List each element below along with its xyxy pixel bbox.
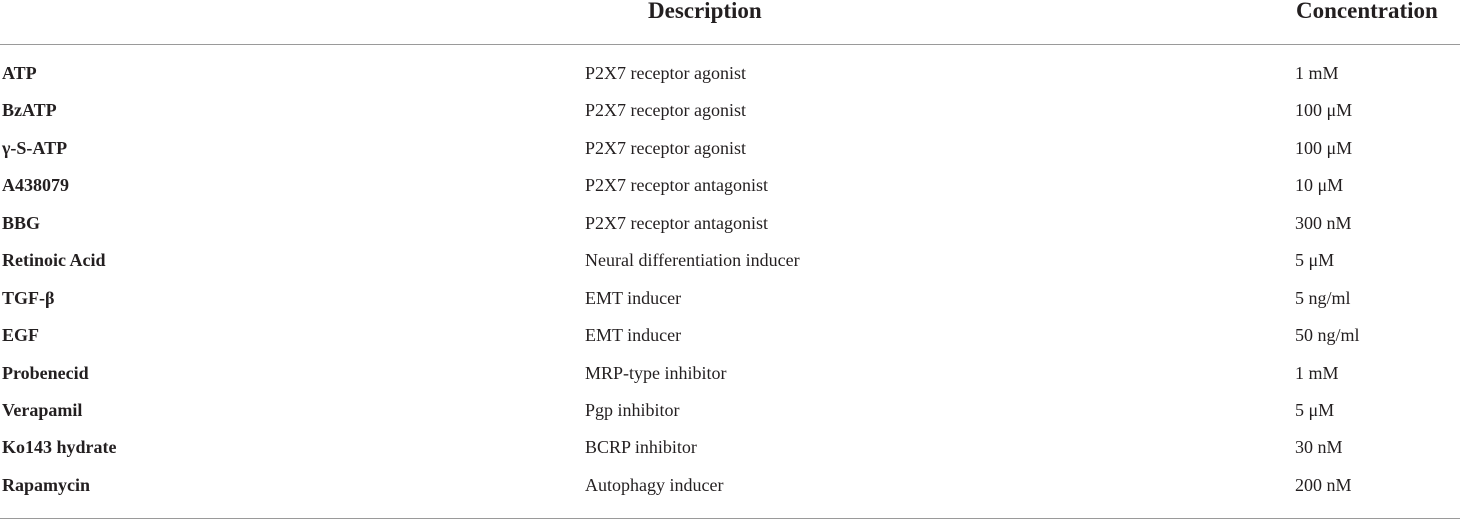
- concentration-cell: 100 μM: [1295, 137, 1353, 158]
- description-cell: Neural differentiation inducer: [585, 250, 800, 271]
- compound-name-cell: Retinoic Acid: [2, 250, 106, 271]
- compound-name-cell: Ko143 hydrate: [2, 437, 117, 458]
- compound-name-cell: Verapamil: [2, 399, 83, 420]
- column-header-description: Description: [648, 0, 762, 23]
- table-row: [0, 205, 1460, 242]
- description-cell: P2X7 receptor agonist: [585, 137, 746, 158]
- compound-name-cell: γ-S-ATP: [2, 137, 68, 158]
- column-header-concentration: Concentration: [1296, 0, 1438, 23]
- concentration-cell: 10 μM: [1295, 175, 1344, 196]
- table-header: [0, 0, 1460, 45]
- compound-name-cell: BBG: [2, 212, 41, 233]
- compound-name-cell: Probenecid: [2, 362, 89, 383]
- table-row: [0, 55, 1460, 92]
- concentration-cell: 1 mM: [1295, 63, 1339, 83]
- concentration-cell: 5 μM: [1295, 250, 1335, 271]
- description-cell: MRP-type inhibitor: [585, 362, 727, 383]
- description-cell: EMT inducer: [585, 287, 682, 308]
- compound-name-cell: BzATP: [2, 100, 57, 121]
- table-bottom-rule: [0, 518, 1460, 519]
- compound-name-cell: A438079: [2, 175, 69, 196]
- concentration-cell: 1 mM: [1295, 362, 1339, 383]
- concentration-cell: 200 nM: [1295, 474, 1352, 495]
- table-row: [0, 130, 1460, 167]
- table-row: [0, 317, 1460, 354]
- concentration-cell: 30 nM: [1295, 437, 1343, 458]
- table-row: [0, 429, 1460, 466]
- concentration-cell: 50 ng/ml: [1295, 325, 1360, 346]
- description-cell: P2X7 receptor antagonist: [585, 175, 768, 196]
- table-row: [0, 242, 1460, 279]
- table-row: [0, 280, 1460, 317]
- table-body: [0, 55, 1460, 504]
- description-cell: P2X7 receptor antagonist: [585, 212, 768, 233]
- compound-name-cell: EGF: [2, 325, 40, 346]
- description-cell: P2X7 receptor agonist: [585, 63, 746, 83]
- description-cell: BCRP inhibitor: [585, 437, 697, 458]
- description-cell: EMT inducer: [585, 325, 682, 346]
- concentration-cell: 300 nM: [1295, 212, 1352, 233]
- compound-name-cell: ATP: [2, 63, 37, 83]
- table-row: [0, 355, 1460, 392]
- table-row: [0, 392, 1460, 429]
- description-cell: Autophagy inducer: [585, 474, 724, 495]
- table-row: [0, 92, 1460, 129]
- table-row: [0, 167, 1460, 204]
- concentration-cell: 5 ng/ml: [1295, 287, 1351, 308]
- description-cell: P2X7 receptor agonist: [585, 100, 746, 121]
- description-cell: Pgp inhibitor: [585, 399, 680, 420]
- concentration-cell: 100 μM: [1295, 100, 1353, 121]
- table-row: [0, 467, 1460, 504]
- concentration-cell: 5 μM: [1295, 399, 1335, 420]
- compound-name-cell: TGF-β: [2, 287, 55, 308]
- compound-name-cell: Rapamycin: [2, 474, 91, 495]
